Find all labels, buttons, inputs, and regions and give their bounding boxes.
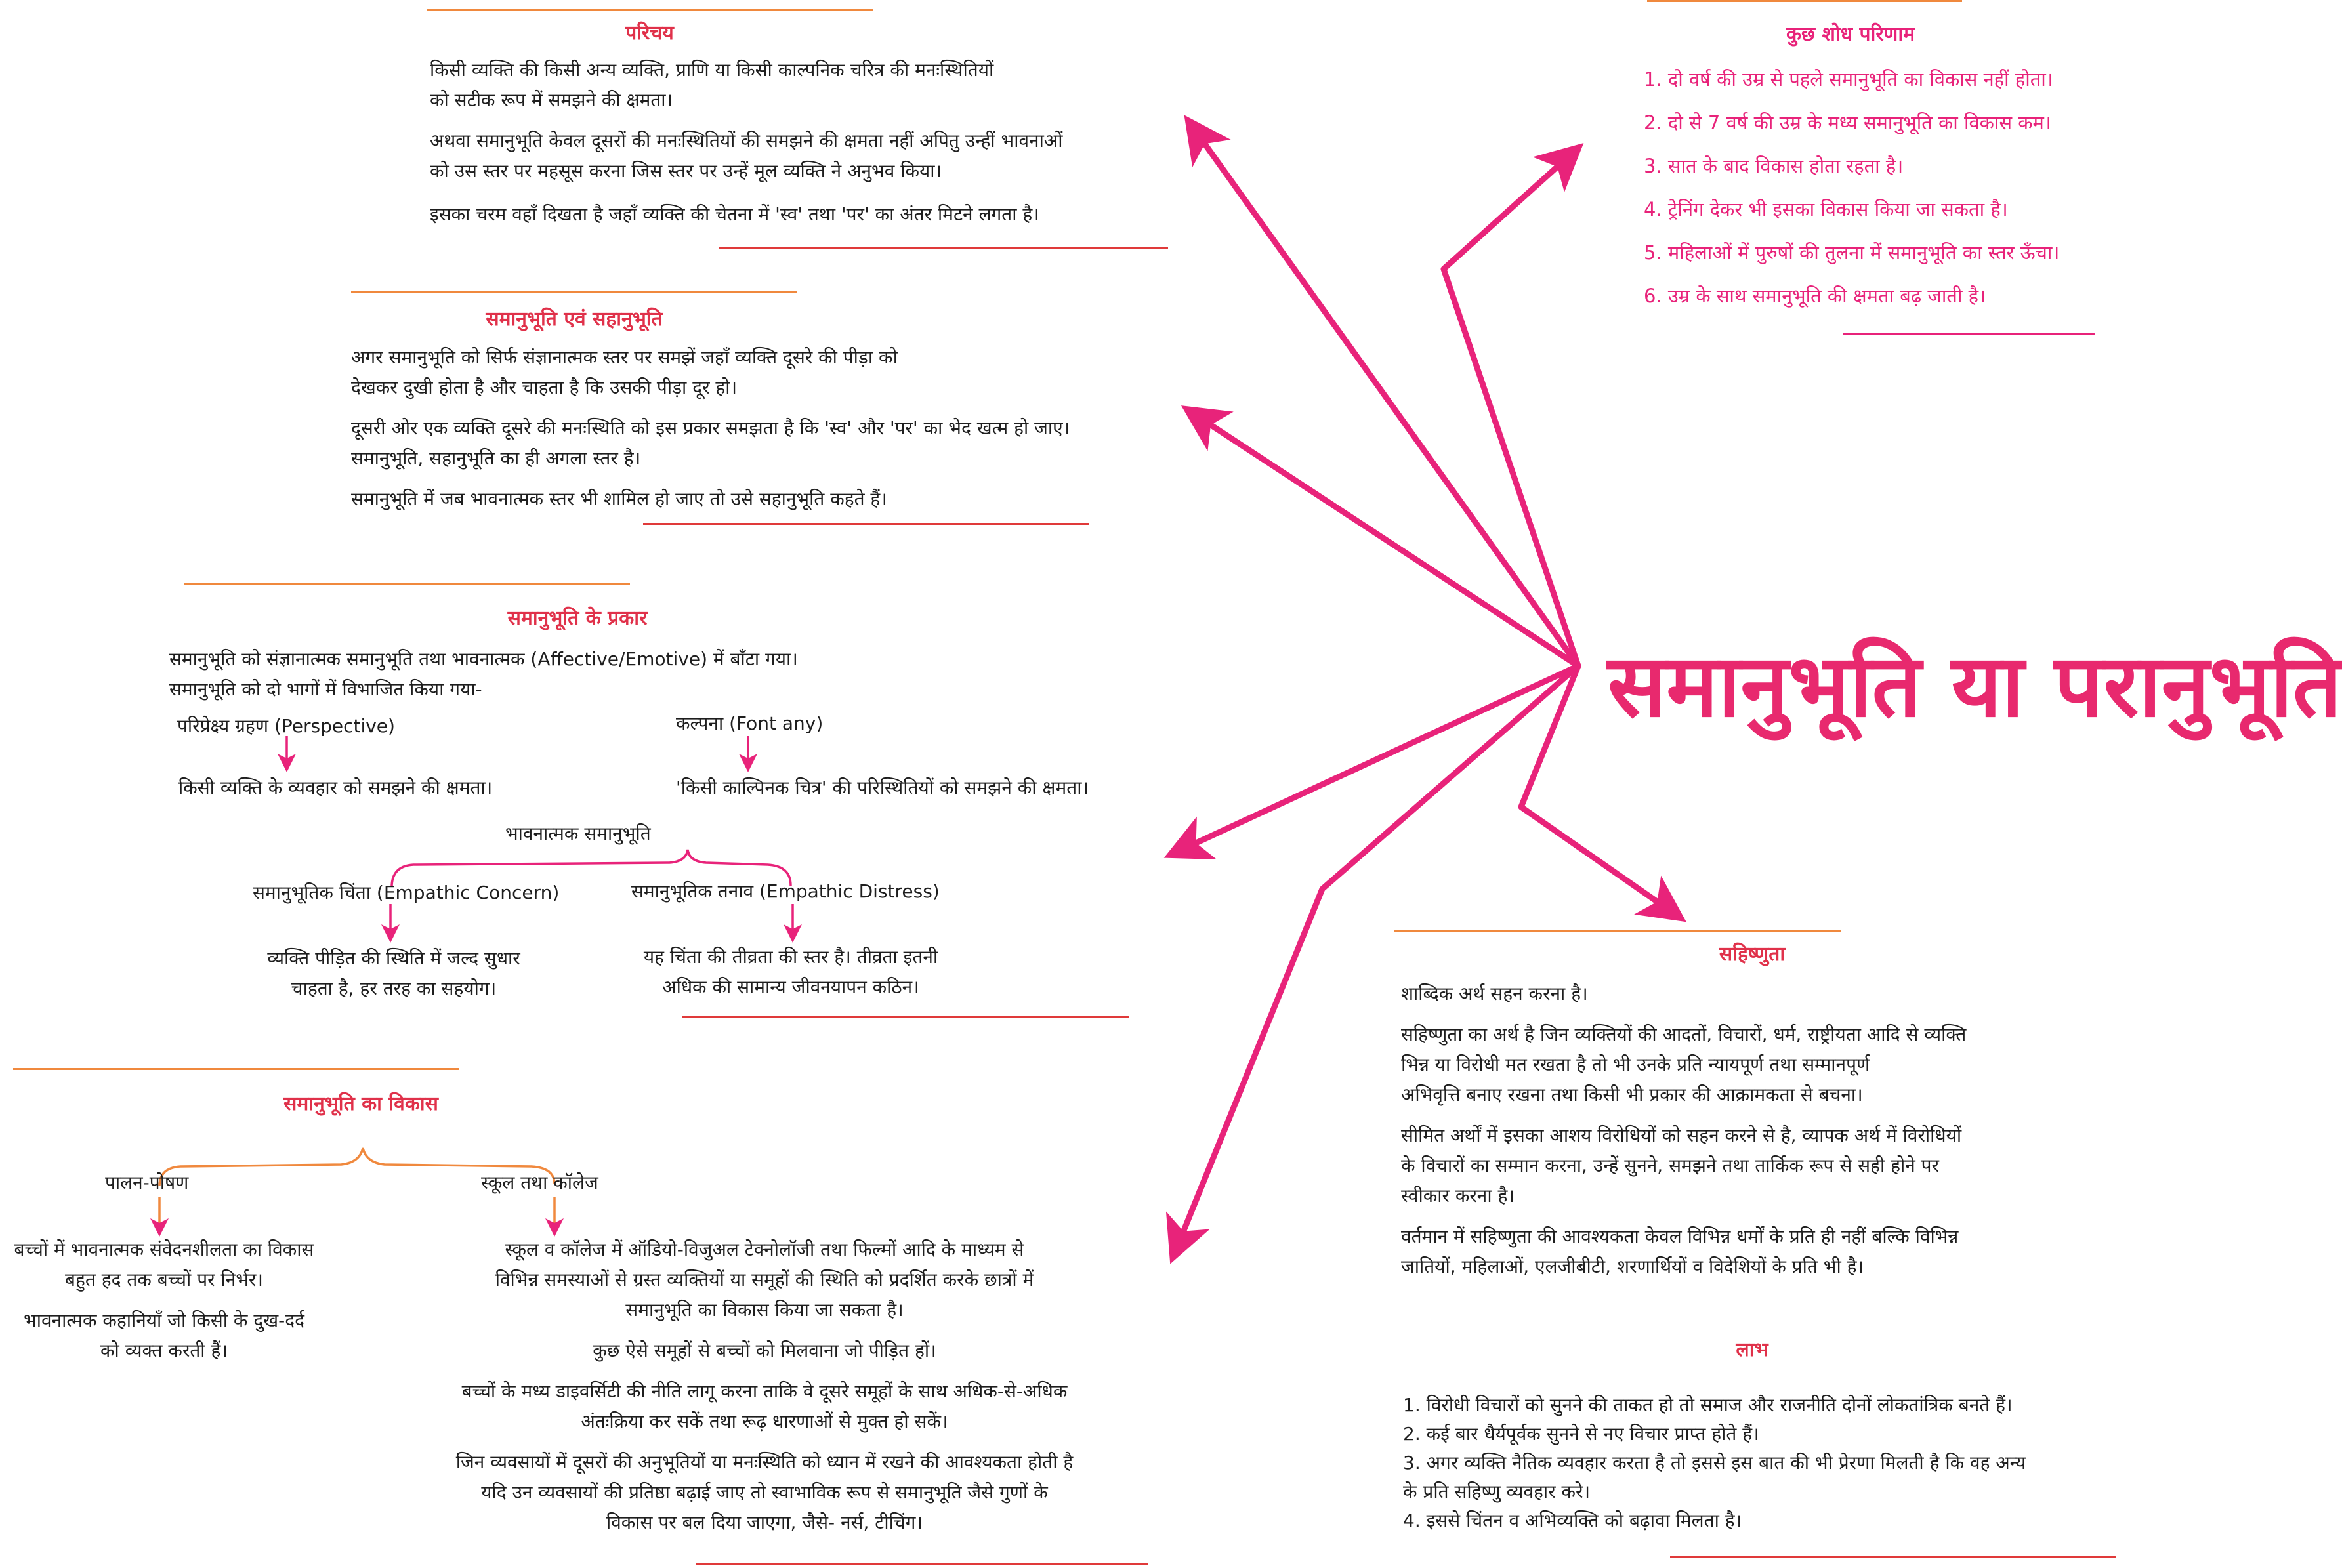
sahanubhuti-p1-l1: अगर समानुभूति को सिर्फ संज्ञानात्मक स्तर पर समझें जहाँ व्यक्ति दूसरे की पीड़ा को xyxy=(351,346,898,368)
vikas-palan-desc xyxy=(0,1235,328,1366)
prakar-concern-l2: चाहता है, हर तरह का सहयोग। xyxy=(291,978,497,999)
prakar-concern: समानुभूतिक चिंता (Empathic Concern) xyxy=(253,882,560,903)
sahishnuta-body xyxy=(1401,979,2188,1282)
prakar-perspective: परिप्रेक्ष्य ग्रहण (Perspective) xyxy=(177,715,395,737)
shodh-item: 3. सात के बाद विकास होता रहता है। xyxy=(1644,155,1904,177)
labh-item: 3. अगर व्यक्ति नैतिक व्यवहार करता है तो इससे इस बात की भी प्रेरणा मिलती है कि वह अन्य xyxy=(1403,1452,2026,1474)
parichay-p1-l2: को सटीक रूप में समझने की क्षमता। xyxy=(430,89,673,111)
parichay-p1-l1: किसी व्यक्ति की किसी अन्य व्यक्ति, प्राणि या किसी काल्पनिक चरित्र की मनःस्थितियों xyxy=(430,59,994,81)
sahanubhuti-p2-l1: दूसरी ओर एक व्यक्ति दूसरे की मनःस्थिति को इस प्रकार समझता है कि 'स्व' और 'पर' का भेद खत्म हो जाए। xyxy=(351,417,1070,439)
vikas-s-p3-l2: अंतःक्रिया कर सकें तथा रूढ़ धारणाओं से मुक्त हो सकें। xyxy=(581,1411,948,1432)
vikas-bottom-line xyxy=(696,1563,1148,1565)
vikas-top-line xyxy=(13,1068,459,1070)
vikas-sub-arrows xyxy=(159,1197,554,1232)
sahishnuta-top-line xyxy=(1394,930,1841,932)
prakar-distress-l1: यह चिंता की तीव्रता की स्तर है। तीव्रता इतनी xyxy=(643,946,938,968)
prakar-kalpana: कल्पना (Font any) xyxy=(676,712,824,734)
prakar-intro xyxy=(169,644,957,705)
vikas-palan-p2-l1: भावनात्मक कहानियाँ जो किसी के दुख-दर्द xyxy=(24,1310,304,1331)
vikas-s-p1-l2: विभिन्न समस्याओं से ग्रस्त व्यक्तियों या समूहों की स्थिति को प्रदर्शित करके छात्रों में xyxy=(495,1269,1034,1290)
vikas-s-p3-l1: बच्चों के मध्य डाइवर्सिटी की नीति लागू करना ताकि वे दूसरे समूहों के साथ अधिक-से-अधिक xyxy=(461,1380,1068,1402)
labh-item: 2. कई बार धैर्यपूर्वक सुनने से नए विचार प्राप्त होते हैं। xyxy=(1403,1423,1759,1445)
vikas-palan-p1-l2: बहुत हद तक बच्चों पर निर्भर। xyxy=(65,1269,263,1290)
sahishnuta-p2-l2: भिन्न या विरोधी मत रखता है तो भी उनके प्रति न्यायपूर्ण तथा सम्मानपूर्ण xyxy=(1401,1054,1870,1075)
vikas-school: स्कूल तथा कॉलेज xyxy=(481,1172,598,1193)
sahishnuta-p3-l3: स्वीकार करना है। xyxy=(1401,1185,1515,1207)
sahanubhuti-heading: समानुभूति एवं सहानुभूति xyxy=(486,308,663,331)
vikas-s-p2: कुछ ऐसे समूहों से बच्चों को मिलवाना जो पीड़ित हों। xyxy=(593,1340,936,1361)
parichay-p2-l1: अथवा समानुभूति केवल दूसरों की मनःस्थितियों की समझने की क्षमता नहीं अपितु उन्हीं भावनाओं xyxy=(430,130,1063,152)
shodh-item: 1. दो वर्ष की उम्र से पहले समानुभूति का विकास नहीं होता। xyxy=(1644,68,2053,91)
vikas-heading: समानुभूति का विकास xyxy=(283,1092,438,1115)
parichay-body xyxy=(430,55,1171,240)
central-title: समानुभूति या परानुभूति xyxy=(1608,636,2342,737)
prakar-distress-l2: अधिक की सामान्य जीवनयापन कठिन। xyxy=(662,976,919,998)
parichay-p3: इसका चरम वहाँ दिखता है जहाँ व्यक्ति की चेतना में 'स्व' तथा 'पर' का अंतर मिटने लगता है। xyxy=(430,203,1039,225)
vikas-school-desc xyxy=(381,1235,1148,1538)
parichay-heading: परिचय xyxy=(625,22,674,45)
vikas-s-p1-l1: स्कूल व कॉलेज में ऑडियो-विजुअल टेक्नोलॉजी तथा फिल्मों आदि के माध्यम से xyxy=(505,1239,1024,1260)
prakar-kalpana-desc: 'किसी काल्पिनक चित्र' की परिस्थितियों को समझने की क्षमता। xyxy=(676,777,1089,798)
vikas-s-p4-l2: यदि उन व्यवसायों की प्रतिष्ठा बढ़ाई जाए तो स्वाभाविक रूप से समानुभूति जैसे गुणों के xyxy=(481,1481,1048,1503)
sahishnuta-p3-l2: के विचारों का सम्मान करना, उन्हें सुनने, समझने तथा तार्किक रूप से सही होने पर xyxy=(1401,1155,1940,1176)
sahishnuta-p2-l1: सहिष्णुता का अर्थ है जिन व्यक्तियों की आदतों, विचारों, धर्म, राष्ट्रीयता आदि से व्यक्ति xyxy=(1401,1023,1967,1045)
prakar-distress-desc xyxy=(610,942,971,1002)
sahanubhuti-p3: समानुभूति में जब भावनात्मक स्तर भी शामिल हो जाए तो उसे सहानुभूति कहते हैं। xyxy=(351,488,887,510)
sahishnuta-p3-l1: सीमित अर्थों में इसका आशय विरोधियों को सहन करने से है, व्यापक अर्थ में विरोधियों xyxy=(1401,1124,1962,1146)
vikas-palan-p2-l2: को व्यक्त करती हैं। xyxy=(100,1340,228,1361)
shodh-heading: कुछ शोध परिणाम xyxy=(1786,23,1915,46)
sahanubhuti-top-line xyxy=(351,291,797,293)
sahishnuta-bottom-line xyxy=(1670,1556,2116,1558)
shodh-top-line xyxy=(1647,0,1962,2)
sahanubhuti-p2-l2: समानुभूति, सहानुभूति का ही अगला स्तर है। xyxy=(351,447,641,469)
prakar-l2: समानुभूति को दो भागों में विभाजित किया गया- xyxy=(169,678,482,700)
sahanubhuti-body xyxy=(351,342,1178,525)
shodh-bottom-line xyxy=(1843,333,2095,335)
parichay-top-line xyxy=(427,9,873,11)
shodh-list xyxy=(1644,58,2059,318)
prakar-concern-desc xyxy=(223,943,564,1004)
parichay-p2-l2: को उस स्तर पर महसूस करना जिस स्तर पर उन्हें मूल व्यक्ति ने अनुभव किया। xyxy=(430,160,942,182)
prakar-distress: समानुभूतिक तनाव (Empathic Distress) xyxy=(631,880,940,902)
prakar-bhavnatmak: भावनात्मक समानुभूति xyxy=(505,823,651,844)
prakar-concern-l1: व्यक्ति पीड़ित की स्थिति में जल्द सुधार xyxy=(267,947,520,969)
labh-item: 1. विरोधी विचारों को सुनने की ताकत हो तो समाज और राजनीति दोनों लोकतांत्रिक बनते हैं। xyxy=(1403,1394,2013,1416)
labh-list xyxy=(1403,1391,2197,1535)
shodh-item: 6. उम्र के साथ समानुभूति की क्षमता बढ़ जाती है। xyxy=(1644,285,1986,307)
sahanubhuti-p1-l2: देखकर दुखी होता है और चाहता है कि उसकी पीड़ा दूर हो। xyxy=(351,377,738,398)
labh-heading: लाभ xyxy=(1736,1338,1768,1361)
vikas-s-p4-l1: जिन व्यवसायों में दूसरों की अनुभूतियों या मनःस्थिति को ध्यान में रखने की आवश्यकता होती है xyxy=(455,1451,1074,1473)
prakar-perspective-desc: किसी व्यक्ति के व्यवहार को समझने की क्षमता। xyxy=(178,777,493,798)
labh-item: के प्रति सहिष्णु व्यवहार करे। xyxy=(1403,1481,1591,1502)
prakar-bottom-line xyxy=(682,1016,1129,1018)
vikas-palan: पालन-पोषण xyxy=(105,1172,189,1193)
shodh-item: 5. महिलाओं में पुरुषों की तुलना में समानुभूति का स्तर ऊँचा। xyxy=(1644,241,2060,264)
sahishnuta-p4-l2: जातियों, महिलाओं, एलजीबीटी, शरणार्थियों व विदेशियों के प्रति भी है। xyxy=(1401,1256,1864,1277)
shodh-item: 4. ट्रेनिंग देकर भी इसका विकास किया जा सकता है। xyxy=(1644,198,2008,220)
sahishnuta-p2-l3: अभिवृत्ति बनाए रखना तथा किसी भी प्रकार की आक्रामकता से बचना। xyxy=(1401,1084,1863,1105)
vikas-palan-p1-l1: बच्चों में भावनात्मक संवेदनशीलता का विकास xyxy=(14,1239,314,1260)
arrow-to-sahanubhuti xyxy=(1191,412,1578,666)
sahanubhuti-bottom-line xyxy=(643,523,1089,525)
prakar-heading: समानुभूति के प्रकार xyxy=(507,607,648,630)
prakar-l1: समानुभूति को संज्ञानात्मक समानुभूति तथा भावनात्मक (Affective/Emotive) में बाँटा गया। xyxy=(169,648,798,670)
labh-item: 4. इससे चिंतन व अभिव्यक्ति को बढ़ावा मिलता है। xyxy=(1403,1510,1742,1531)
sahishnuta-p1: शाब्दिक अर्थ सहन करना है। xyxy=(1401,983,1588,1004)
shodh-item: 2. दो से 7 वर्ष की उम्र के मध्य समानुभूति का विकास कम। xyxy=(1644,112,2051,134)
sahishnuta-heading: सहिष्णुता xyxy=(1719,943,1786,966)
vikas-s-p4-l3: विकास पर बल दिया जाएगा, जैसे- नर्स, टीचिंग। xyxy=(606,1512,923,1533)
prakar-top-line xyxy=(184,583,630,585)
arrow-to-parichay xyxy=(1191,125,1578,666)
vikas-s-p1-l3: समानुभूति का विकास किया जा सकता है। xyxy=(625,1299,904,1321)
parichay-bottom-line xyxy=(719,247,1168,249)
sahishnuta-p4-l1: वर्तमान में सहिष्णुता की आवश्यकता केवल विभिन्न धर्मों के प्रति ही नहीं बल्कि विभिन्न xyxy=(1401,1226,1959,1247)
arrow-to-prakar xyxy=(1175,666,1578,853)
